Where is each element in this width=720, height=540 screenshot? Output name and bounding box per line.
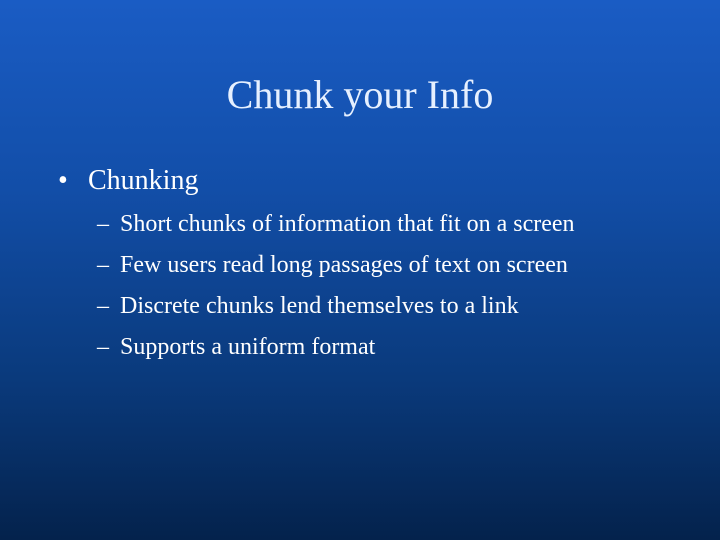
bullet-text: Chunking: [88, 165, 199, 196]
sub-bullet-marker: –: [97, 334, 109, 360]
slide-title: Chunk your Info: [226, 72, 494, 117]
bullet-marker: •: [58, 165, 68, 196]
sub-bullet-item: [97, 327, 575, 368]
sub-bullet-text: Supports a uniform format: [120, 334, 376, 360]
sub-bullet-text: Few users read long passages of text on screen: [120, 252, 568, 278]
sub-bullet-marker: –: [97, 252, 109, 278]
sub-bullet-list: [97, 204, 575, 368]
sub-bullet-marker: –: [97, 293, 109, 319]
sub-bullet-text: Discrete chunks lend themselves to a link: [120, 293, 519, 319]
sub-bullet-item: [97, 286, 575, 327]
sub-bullet-item: [97, 245, 575, 286]
bullet-chunking: [58, 163, 198, 199]
sub-bullet-item: [97, 204, 575, 245]
sub-bullet-text: Short chunks of information that fit on a screen: [120, 211, 575, 237]
sub-bullet-marker: –: [97, 211, 109, 237]
